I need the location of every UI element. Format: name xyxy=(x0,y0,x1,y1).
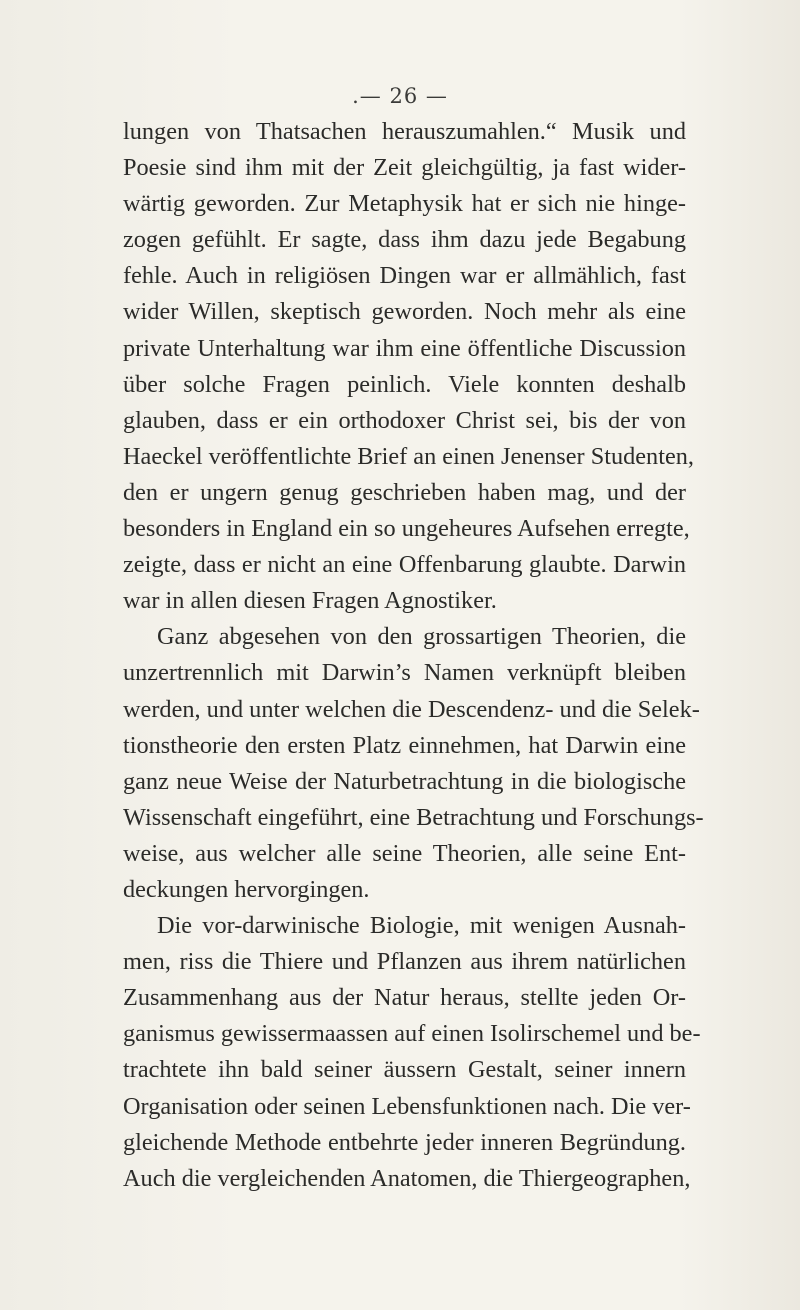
page-number: .— 26 — xyxy=(352,84,448,108)
text-line: ganz neue Weise der Naturbetrachtung in die biologische xyxy=(123,767,686,795)
text-line: zeigte, dass er nicht an eine Offenbarung glaubte. Darwin xyxy=(123,551,686,579)
text-line: Auch die vergleichenden Anatomen, die Thiergeographen, xyxy=(123,1164,691,1192)
text-line: Zusammenhang aus der Natur heraus, stellte jeden Or- xyxy=(123,984,686,1012)
text-line: tionstheorie den ersten Platz einnehmen, hat Darwin eine xyxy=(123,731,686,759)
text-line: trachtete ihn bald seiner äussern Gestalt, seiner innern xyxy=(123,1056,686,1084)
text-line: unzertrennlich mit Darwin’s Namen verknüpft bleiben xyxy=(123,659,686,687)
text-line: werden, und unter welchen die Descendenz- und die Selek- xyxy=(123,695,700,723)
body-text xyxy=(123,114,704,1197)
text-line: den er ungern genug geschrieben haben mag, und der xyxy=(123,478,686,506)
text-line: fehle. Auch in religiösen Dingen war er allmählich, fast xyxy=(123,262,686,290)
text-line: über solche Fragen peinlich. Viele konnten deshalb xyxy=(123,370,686,398)
text-line: Poesie sind ihm mit der Zeit gleichgültig, ja fast wider- xyxy=(123,154,686,182)
text-line: men, riss die Thiere und Pflanzen aus ihrem natürlichen xyxy=(123,948,686,976)
text-line: Wissenschaft eingeführt, eine Betrachtung und Forschungs- xyxy=(123,803,704,831)
text-line: ganismus gewissermaassen auf einen Isolirschemel und be- xyxy=(123,1020,701,1048)
text-line: private Unterhaltung war ihm eine öffentliche Discussion xyxy=(123,334,686,362)
text-line: zogen gefühlt. Er sagte, dass ihm dazu jede Begabung xyxy=(123,226,686,254)
text-line: gleichende Methode entbehrte jeder inneren Begründung. xyxy=(123,1128,686,1156)
text-line: glauben, dass er ein orthodoxer Christ sei, bis der von xyxy=(123,406,686,434)
text-line: Haeckel veröffentlichte Brief an einen Jenenser Studenten, xyxy=(123,442,694,470)
text-line: besonders in England ein so ungeheures Aufsehen erregte, xyxy=(123,515,690,543)
text-line: deckungen hervorgingen. xyxy=(123,875,370,903)
text-line: war in allen diesen Fragen Agnostiker. xyxy=(123,587,497,615)
text-line: lungen von Thatsachen herauszumahlen.“ Musik und xyxy=(123,118,686,145)
text-line: wärtig geworden. Zur Metaphysik hat er sich nie hinge- xyxy=(123,190,686,218)
text-line: Ganz abgesehen von den grossartigen Theorien, die xyxy=(157,623,686,651)
text-line: Die vor-darwinische Biologie, mit wenigen Ausnah- xyxy=(157,912,686,940)
text-line: Organisation oder seinen Lebensfunktionen nach. Die ver- xyxy=(123,1092,691,1120)
text-line: wider Willen, skeptisch geworden. Noch mehr als eine xyxy=(123,298,686,326)
text-line: weise, aus welcher alle seine Theorien, alle seine Ent- xyxy=(123,839,686,867)
